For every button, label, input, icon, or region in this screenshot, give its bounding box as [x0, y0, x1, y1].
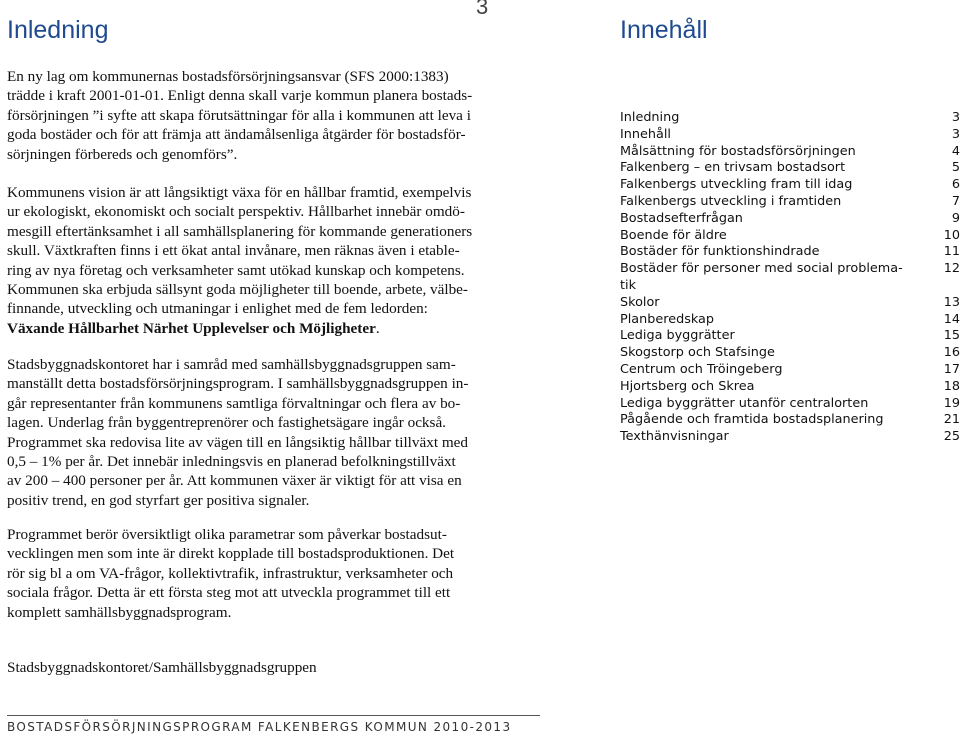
text-line: Kommunens vision är att långsiktigt växa för en hållbar framtid, exempelvis: [7, 184, 472, 201]
text-line: sociala frågor. Detta är ett första steg mot att utveckla programmet till ett: [7, 584, 451, 602]
toc-entry-title: Falkenberg – en trivsam bostadsort: [620, 160, 846, 176]
toc-entry-page: 3: [951, 126, 960, 142]
toc-entry[interactable]: [620, 144, 960, 161]
toc-entry-page: 6: [951, 177, 960, 193]
text-line: ring av nya företag och verksamheter samt utökad kunskap och kompetens.: [7, 261, 465, 279]
toc-entry[interactable]: [620, 412, 960, 429]
toc-entry-title: Inledning: [620, 110, 680, 125]
toc-entry-page: 25: [943, 429, 960, 445]
keywords-line: [7, 319, 513, 338]
text-line: goda bostäder och för att främja att ändamålsenliga åtgärder för bostadsför-: [7, 126, 466, 144]
toc-entry[interactable]: [620, 345, 960, 362]
toc-entry-title: Lediga byggrätter utanför centralorten: [620, 395, 869, 411]
toc-entry[interactable]: [620, 160, 960, 177]
toc-entry-title: Lediga byggrätter: [620, 328, 735, 344]
toc-entry-page: 19: [943, 395, 960, 411]
toc-entry[interactable]: [620, 312, 960, 329]
toc-entry[interactable]: [620, 295, 960, 312]
toc-entry[interactable]: [620, 396, 960, 413]
text-line: 0,5 – 1% per år. Det innebär inledningsvis en planerad befolkningstillväxt: [7, 453, 456, 471]
text-line: av 200 – 400 personer per år. Att kommunen växer är viktigt för att visa en: [7, 472, 462, 490]
text-line: Kommunen ska erbjuda sällsynt goda möjligheter till boende, arbete, välbe-: [7, 281, 468, 299]
toc-entry-page: 7: [951, 193, 960, 209]
keywords-bold: Växande Hållbarhet Närhet Upplevelser och Möjligheter: [7, 319, 376, 337]
toc-entry-page: 10: [943, 227, 960, 243]
toc-entry-title: Innehåll: [620, 126, 671, 142]
toc-entry-title: Bostäder för personer med social problema-: [620, 261, 903, 277]
toc-entry-title: Planberedskap: [620, 311, 715, 327]
table-of-contents: [620, 110, 960, 446]
toc-entry-page: 15: [943, 328, 960, 344]
toc-entry-page: 14: [943, 311, 960, 327]
footer-divider: [7, 715, 540, 716]
text-line: En ny lag om kommunernas bostadsförsörjningsansvar (SFS 2000:1383): [7, 68, 449, 85]
toc-entry-page: 11: [943, 244, 960, 260]
text-line: vecklingen men som inte är direkt kopplade till bostadsproduktionen. Det: [7, 545, 455, 563]
text-line: rör sig bl a om VA-frågor, kollektivtrafik, infrastruktur, verksamheter och: [7, 564, 454, 582]
toc-entry[interactable]: [620, 429, 960, 446]
toc-entry-page: 4: [951, 143, 960, 159]
toc-entry-page: 16: [943, 345, 960, 361]
text-line: Programmet ska redovisa lite av vägen till en långsiktig hållbar tillväxt med: [7, 433, 468, 451]
text-line: mesgill eftertänksamhet i all samhällsplanering för kommande generationers: [7, 222, 473, 240]
text-line: komplett samhällsbyggnadsprogram.: [7, 603, 232, 621]
toc-entry-title: Bostäder för funktionshindrade: [620, 244, 820, 260]
toc-entry-title: Texthänvisningar: [620, 429, 729, 445]
text-line: går representanter från kommunens samtliga förvaltningar och flera av bo-: [7, 394, 461, 412]
toc-entry-title: Målsättning för bostadsförsörjningen: [620, 143, 856, 159]
toc-entry-page: 17: [943, 361, 960, 377]
toc-entry[interactable]: [620, 328, 960, 345]
intro-paragraph-3: [7, 355, 513, 510]
toc-entry-title: Skogstorp och Stafsinge: [620, 345, 775, 361]
toc-entry-title: Boende för äldre: [620, 227, 727, 243]
signature: Stadsbyggnadskontoret/Samhällsbyggnadsgruppen: [7, 659, 317, 676]
toc-entry-title-continued: tik: [620, 277, 636, 293]
toc-entry-page: 5: [951, 160, 960, 176]
keywords-period: .: [375, 319, 380, 337]
text-line: Programmet berör översiktligt olika parametrar som påverkar bostadsut-: [7, 526, 447, 543]
intro-paragraph-1: [7, 67, 513, 164]
toc-entry[interactable]: [620, 127, 960, 144]
footer-title: BOSTADSFÖRSÖRJNINGSPROGRAM FALKENBERGS KOMMUN 2010-2013: [7, 720, 512, 734]
toc-entry[interactable]: [620, 177, 960, 194]
intro-paragraph-4: [7, 525, 513, 622]
text-line: manställt detta bostadsförsörjningsprogram. I samhällsbyggnadsgruppen in-: [7, 375, 469, 393]
text-line: försörjningen ”i syfte att skapa förutsättningar för alla i kommunen att leva i: [7, 106, 471, 124]
toc-entry[interactable]: [620, 362, 960, 379]
toc-entry[interactable]: [620, 244, 960, 261]
text-line: positiv trend, en god styrfart ger positiva signaler.: [7, 491, 310, 509]
toc-entry-title: Centrum och Tröingeberg: [620, 361, 783, 377]
page-number: 3: [476, 0, 489, 19]
text-line: skull. Växtkraften finns i ett ökat antal invånare, men räknas även i etable-: [7, 242, 460, 260]
introduction-heading: Inledning: [7, 16, 109, 44]
text-line: sörjningen förbereds och genomförs”.: [7, 145, 238, 163]
text-line: finnande, utveckling och utmaningar i enlighet med de fem ledorden:: [7, 300, 428, 318]
toc-entry[interactable]: [620, 110, 960, 127]
toc-entry[interactable]: [620, 379, 960, 396]
toc-entry-title: Hjortsberg och Skrea: [620, 378, 755, 394]
toc-entry[interactable]: [620, 211, 960, 228]
intro-paragraph-2: [7, 183, 513, 338]
toc-entry-page: 13: [943, 294, 960, 310]
text-line: ur ekologiskt, ekonomiskt och socialt perspektiv. Hållbarhet innebär omdö-: [7, 203, 465, 221]
toc-entry-title: Pågående och framtida bostadsplanering: [620, 412, 884, 428]
contents-heading: Innehåll: [620, 16, 708, 44]
toc-entry-page: 9: [951, 210, 960, 226]
toc-entry[interactable]: [620, 228, 960, 245]
text-line: lagen. Underlag från byggentreprenörer och fastighetsägare ingår också.: [7, 414, 446, 432]
toc-entry-page: 3: [951, 110, 960, 125]
toc-entry[interactable]: [620, 194, 960, 211]
text-line: Stadsbyggnadskontoret har i samråd med samhällsbyggnadsgruppen sam-: [7, 356, 456, 373]
toc-entry-title: Falkenbergs utveckling fram till idag: [620, 177, 853, 193]
toc-entry-page: 21: [943, 412, 960, 428]
toc-entry-page: 18: [943, 378, 960, 394]
toc-entry[interactable]: [620, 261, 960, 295]
text-line: trädde i kraft 2001-01-01. Enligt denna skall varje kommun planera bostads-: [7, 87, 473, 105]
toc-entry-title: Skolor: [620, 294, 660, 310]
toc-entry-title: Falkenbergs utveckling i framtiden: [620, 193, 842, 209]
toc-entry-title: Bostadsefterfrågan: [620, 210, 743, 226]
toc-entry-page: 12: [943, 261, 960, 277]
